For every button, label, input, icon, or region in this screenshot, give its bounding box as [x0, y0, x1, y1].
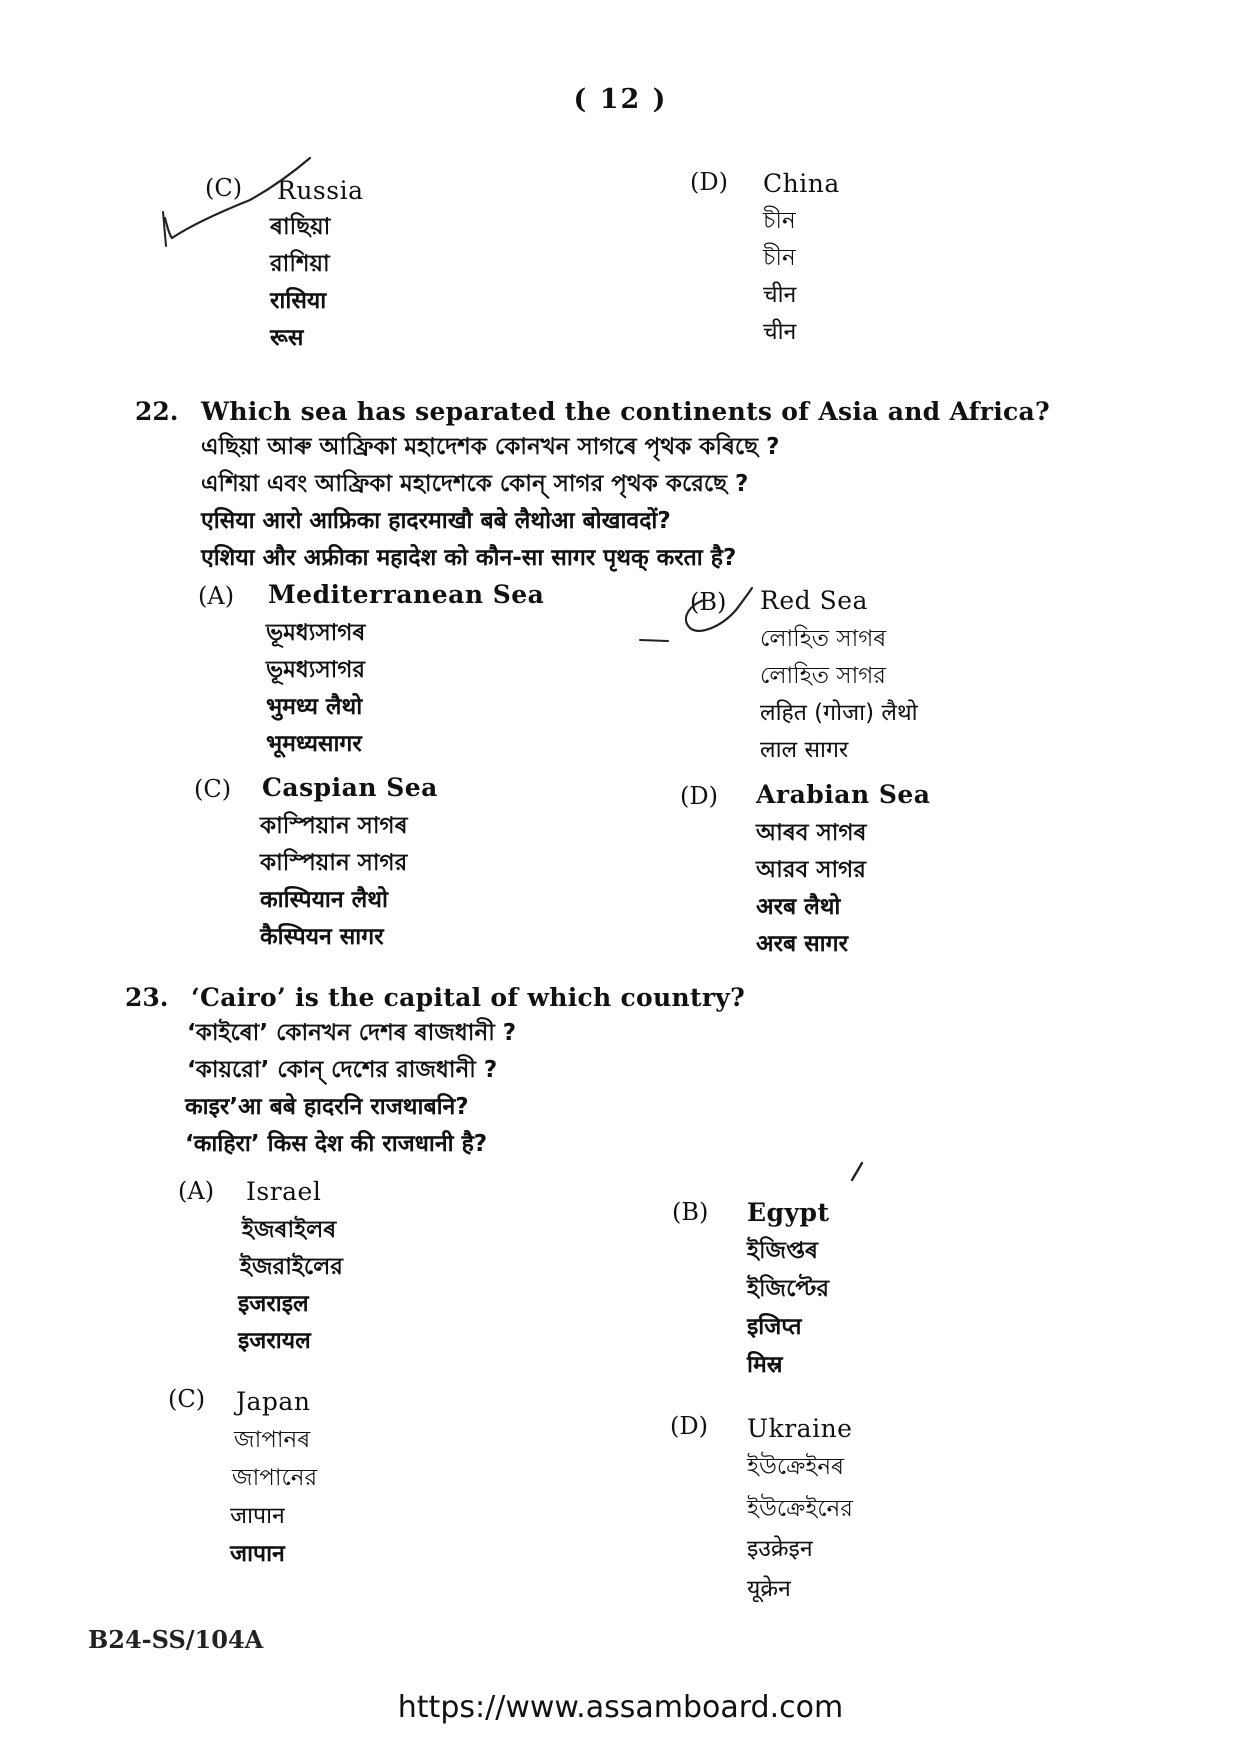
- pen-loop-mark: [686, 588, 752, 631]
- option-line: लाल सागर: [760, 737, 849, 763]
- option-letter: (A): [178, 1177, 215, 1205]
- option-line: জাপানের: [232, 1465, 318, 1491]
- option-letter: (C): [168, 1385, 206, 1413]
- option-line: লোহিত সাগর: [760, 663, 886, 689]
- question-english: Which sea has separated the continents of Asia and Africa?: [201, 397, 1051, 426]
- pen-tick-mark: [165, 158, 310, 238]
- option-letter: (D): [670, 1412, 708, 1440]
- option-english: Red Sea: [760, 586, 868, 615]
- option-line: लहित (गोजा) लैथो: [760, 700, 918, 726]
- question-line: ‘काहिरा’ किस देश की राजधानी है?: [185, 1131, 488, 1157]
- question-line: एसिया आरो आफ्रिका हादरमाखौ बबे लैथोआ बोखावदों?: [201, 508, 671, 534]
- question-line: ‘কায়রো’ কোন্ দেশের রাজধানী ?: [187, 1057, 498, 1083]
- option-line: इजिप्त: [747, 1314, 802, 1340]
- option-line: भूमध्यसागर: [266, 731, 362, 757]
- option-english: Israel: [246, 1177, 322, 1206]
- option-line: रासिया: [270, 288, 327, 314]
- option-line: জাপানৰ: [234, 1427, 311, 1453]
- option-line: চীন: [763, 208, 796, 234]
- pen-slash-mark: [852, 1163, 862, 1180]
- option-english: Japan: [236, 1387, 311, 1416]
- question-english: ‘Cairo’ is the capital of which country?: [191, 983, 746, 1012]
- footer-url: https://www.assamboard.com: [397, 1690, 844, 1725]
- option-english: China: [763, 169, 840, 198]
- option-english: Ukraine: [747, 1414, 853, 1443]
- paper-code: B24-SS/104A: [88, 1625, 264, 1654]
- option-english: Caspian Sea: [262, 773, 438, 802]
- option-letter: (A): [198, 582, 235, 610]
- question-number: 22.: [135, 397, 179, 426]
- option-line: লোহিত সাগৰ: [760, 626, 887, 652]
- page-number: ( 12 ): [573, 84, 668, 115]
- option-line: चीन: [763, 319, 797, 345]
- option-letter: (C): [194, 775, 232, 803]
- option-line: ৰাছিয়া: [270, 214, 331, 240]
- option-line: जापान: [230, 1541, 285, 1567]
- option-line: इउक्रेइन: [747, 1536, 813, 1562]
- option-line: কাস্পিয়ান সাগৰ: [260, 813, 408, 839]
- option-letter: (D): [680, 782, 718, 810]
- option-english: Egypt: [747, 1198, 830, 1227]
- option-letter: (D): [690, 168, 728, 196]
- option-line: কাস্পিয়ান সাগর: [260, 850, 408, 876]
- option-line: यूक्रेन: [747, 1576, 791, 1602]
- option-line: इजराइल: [238, 1291, 309, 1317]
- option-line: ভূমধ্যসাগৰ: [266, 620, 366, 646]
- question-line: এশিয়া এবং আফ্রিকা মহাদেশকে কোন্ সাগর পৃথক করেছে ?: [201, 471, 749, 497]
- option-line: আরব সাগর: [756, 857, 866, 883]
- option-line: चीन: [763, 282, 797, 308]
- option-line: रूस: [270, 325, 304, 351]
- option-line: চীন: [763, 245, 796, 271]
- option-english: Mediterranean Sea: [268, 580, 545, 609]
- option-line: मिस्र: [747, 1352, 783, 1378]
- option-letter: (C): [205, 174, 243, 202]
- option-line: कास्पियान लैथो: [260, 887, 388, 913]
- option-line: कैस्पियन सागर: [260, 924, 384, 950]
- option-letter: (B): [672, 1198, 709, 1226]
- option-line: রাশিয়া: [270, 251, 330, 277]
- option-line: ভূমধ্যসাগর: [266, 657, 366, 683]
- question-line: काइर’आ बबे हादरनि राजथाबनि?: [185, 1094, 469, 1120]
- option-line: ইউক্রেইনের: [747, 1496, 853, 1522]
- option-letter: (B): [690, 588, 727, 616]
- option-english: Russia: [277, 176, 364, 205]
- option-line: ইউক্ৰেইনৰ: [747, 1454, 844, 1480]
- option-line: আৰব সাগৰ: [756, 820, 867, 846]
- pen-dash-mark: [640, 640, 668, 641]
- option-line: ইজিপ্তৰ: [747, 1238, 818, 1264]
- option-line: अरब लैथो: [756, 894, 841, 920]
- option-line: इजरायल: [238, 1328, 311, 1354]
- option-line: ইজৰাইলৰ: [242, 1217, 337, 1243]
- option-line: भुमध्य लैथो: [266, 694, 363, 720]
- question-number: 23.: [125, 983, 169, 1012]
- option-line: अरब सागर: [756, 931, 848, 957]
- option-line: ইজিপ্টের: [747, 1276, 829, 1302]
- option-line: जापान: [230, 1503, 285, 1529]
- option-line: ইজরাইলের: [240, 1254, 343, 1280]
- question-line: ‘কাইৰো’ কোনখন দেশৰ ৰাজধানী ?: [187, 1020, 517, 1046]
- option-english: Arabian Sea: [756, 780, 931, 809]
- question-line: एशिया और अफ्रीका महादेश को कौन-सा सागर पृथक् करता है?: [201, 545, 737, 571]
- question-line: এছিয়া আৰু আফ্ৰিকা মহাদেশক কোনখন সাগৰে পৃথক কৰিছে ?: [201, 434, 780, 460]
